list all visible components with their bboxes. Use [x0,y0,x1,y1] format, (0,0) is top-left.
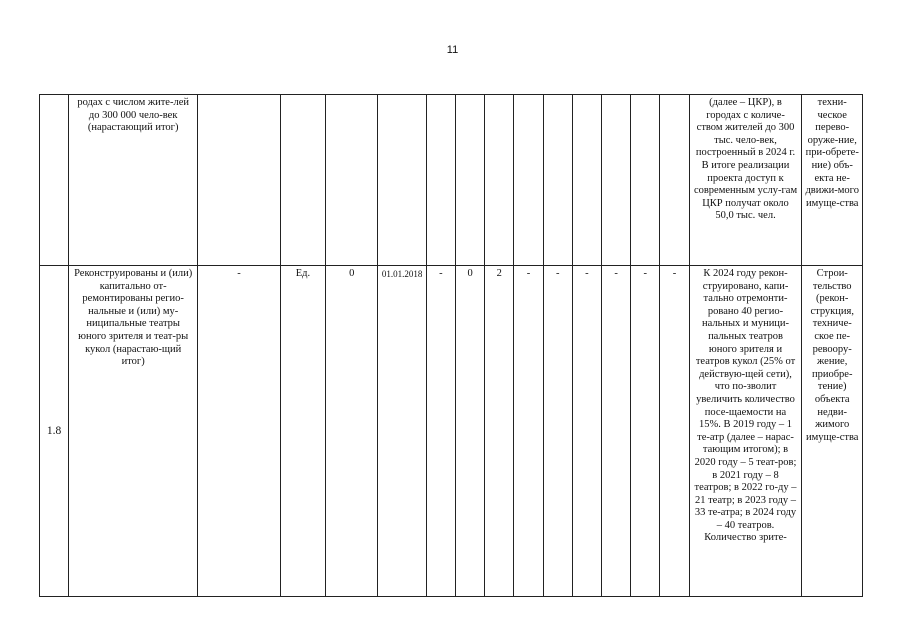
value-cell: - [631,266,660,597]
value-cell [426,95,455,266]
result-description: К 2024 году рекон-струировано, капи-тально отремонти-ровано 40 регио-нальных и муници-пальных театров юного зрителя и театров кукол (25% от действую-щей сети), что по-зволит увеличить количество посе-щаемости на 15%. В 2019 году – 1 те-атр (далее – нарас-тающим итогом); в 2020 году – 5 теат-ров; в 2021 году – 8 театров; в 2022 го-ду – 21 театр; в 2023 году – 33 те-атра; в 2024 году – 40 театров. Количество зрите- [689,266,802,597]
page-number: 11 [446,44,459,56]
value-cell [455,95,484,266]
value-cell [514,95,543,266]
object-type-cell: техни-ческое перево-оруже-ние, при-обрете-ние) объ-екта не-движи-мого имуще-ства [802,95,863,266]
code-cell: - [198,266,281,597]
base-date-cell: 01.01.2018 [378,266,426,597]
indicator-name: родах с числом жите-лей до 300 000 чело-век (нарастающий итог) [69,95,198,266]
value-cell: - [543,266,572,597]
value-cell [572,95,601,266]
table-row [40,95,863,266]
indicators-table [39,94,863,597]
value-cell [602,95,631,266]
row-number [40,95,69,266]
object-type-cell: Строи-тельство (рекон-струкция, техниче-ское пе-ревоору-жение, приобре-тение) объекта недви-жимого имуще-ства [802,266,863,597]
value-cell [660,95,689,266]
value-cell: - [572,266,601,597]
value-cell: 2 [485,266,514,597]
value-cell [485,95,514,266]
base-value-cell [326,95,378,266]
base-value-cell: 0 [326,266,378,597]
unit-cell [280,95,325,266]
table-row [40,266,863,597]
value-cell: - [602,266,631,597]
result-description: (далее – ЦКР), в городах с количе-ством жителей до 300 тыс. чело-век, построенный в 2024 г. В итоге реализации проекта доступ к современным услу-гам ЦКР получат около 50,0 тыс. чел. [689,95,802,266]
value-cell: 0 [455,266,484,597]
base-date-cell [378,95,426,266]
row-number: 1.8 [40,266,69,597]
indicator-name: Реконструированы и (или) капитально от-ремонтированы регио-нальные и (или) му-ниципальные театры юного зрителя и теат-ры кукол (нарастаю-щий итог) [69,266,198,597]
value-cell: - [426,266,455,597]
value-cell: - [514,266,543,597]
unit-cell: Ед. [280,266,325,597]
value-cell [543,95,572,266]
value-cell: - [660,266,689,597]
value-cell [631,95,660,266]
code-cell [198,95,281,266]
